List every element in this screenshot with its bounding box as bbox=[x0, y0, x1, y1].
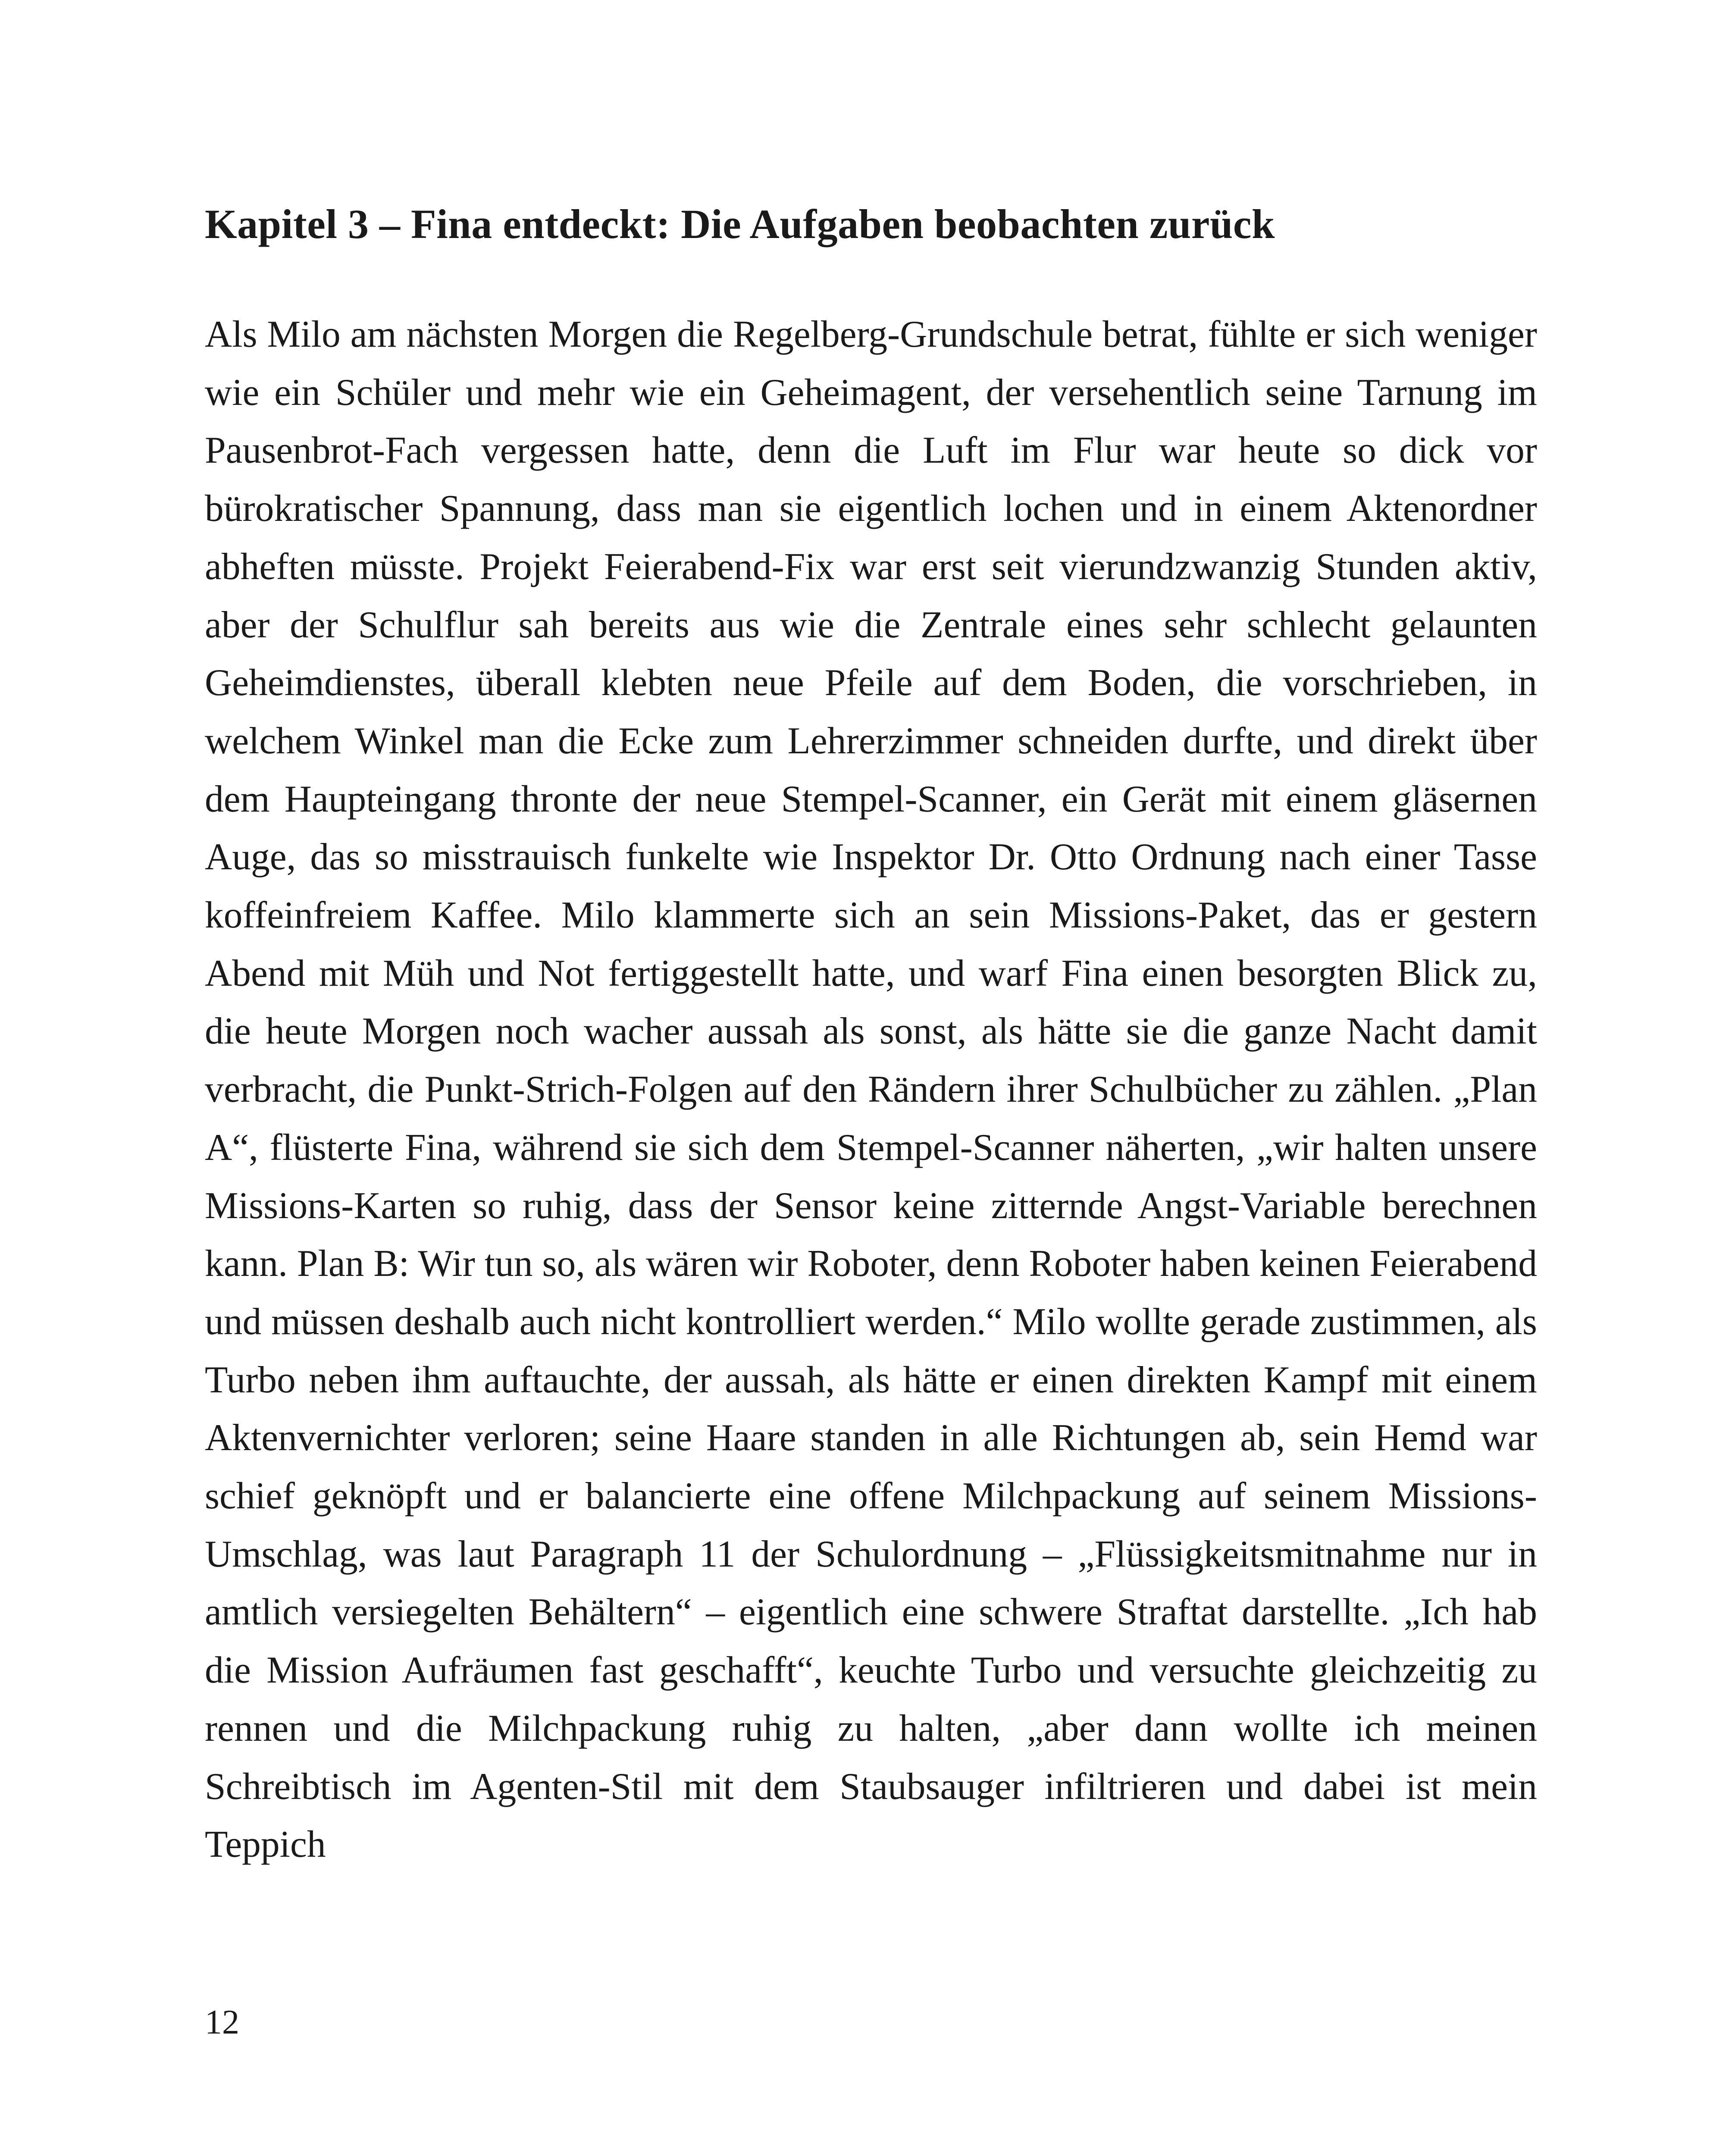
page-number: 12 bbox=[205, 2003, 239, 2041]
body-paragraph: Als Milo am nächsten Morgen die Regelberg-Grundschule betrat, fühlte er sich weniger wie ein Schüler und mehr wie ein Geheimagent, der versehentlich seine Tarnung im Pausenbrot-Fach vergessen hatte, denn die Luft im Flur war heute so dick vor bürokratischer Spannung, dass man sie eigentlich lochen und in einem Aktenordner abheften müsste. Projekt Feierabend-Fix war erst seit vierundzwanzig Stunden aktiv, aber der Schulflur sah bereits aus wie die Zentrale eines sehr schlecht gelaunten Geheimdienstes, überall klebten neue Pfeile auf dem Boden, die vorschrieben, in welchem Winkel man die Ecke zum Lehrerzimmer schneiden durfte, und direkt über dem Haupteingang thronte der neue Stempel-Scanner, ein Gerät mit einem gläsernen Auge, das so misstrauisch funkelte wie Inspektor Dr. Otto Ordnung nach einer Tasse koffeinfreiem Kaffee. Milo klammerte sich an sein Missions-Paket, das er gestern Abend mit Müh und Not fertiggestellt hatte, und warf Fina einen besorgten Blick zu, die heute Morgen noch wacher aussah als sonst, als hätte sie die ganze Nacht damit verbracht, die Punkt-Strich-Folgen auf den Rändern ihrer Schulbücher zu zählen. „Plan A“, flüsterte Fina, während sie sich dem Stempel-Scanner näherten, „wir halten unsere Missions-Karten so ruhig, dass der Sensor keine zitternde Angst-Variable berechnen kann. Plan B: Wir tun so, als wären wir Roboter, denn Roboter haben keinen Feierabend und müssen deshalb auch nicht kontrolliert werden.“ Milo wollte gerade zustimmen, als Turbo neben ihm auftauchte, der aussah, als hätte er einen direkten Kampf mit einem Aktenvernichter verloren; seine Haare standen in alle Richtungen ab, sein Hemd war schief geknöpft und er balancierte eine offene Milchpackung auf seinem Missions-Umschlag, was laut Paragraph 11 der Schulordnung – „Flüssigkeitsmitnahme nur in amtlich versiegelten Behältern“ – eigentlich eine schwere Straftat darstellte. „Ich hab die Mission Aufräumen fast geschafft“, keuchte Turbo und versuchte gleichzeitig zu rennen und die Milchpackung ruhig zu halten, „aber dann wollte ich meinen Schreibtisch im Agenten-Stil mit dem Staubsauger infiltrieren und dabei ist mein Teppich bbox=[205, 313, 1537, 1865]
chapter-title: Kapitel 3 – Fina entdeckt: Die Aufgaben beobachten zurück bbox=[205, 201, 1275, 247]
